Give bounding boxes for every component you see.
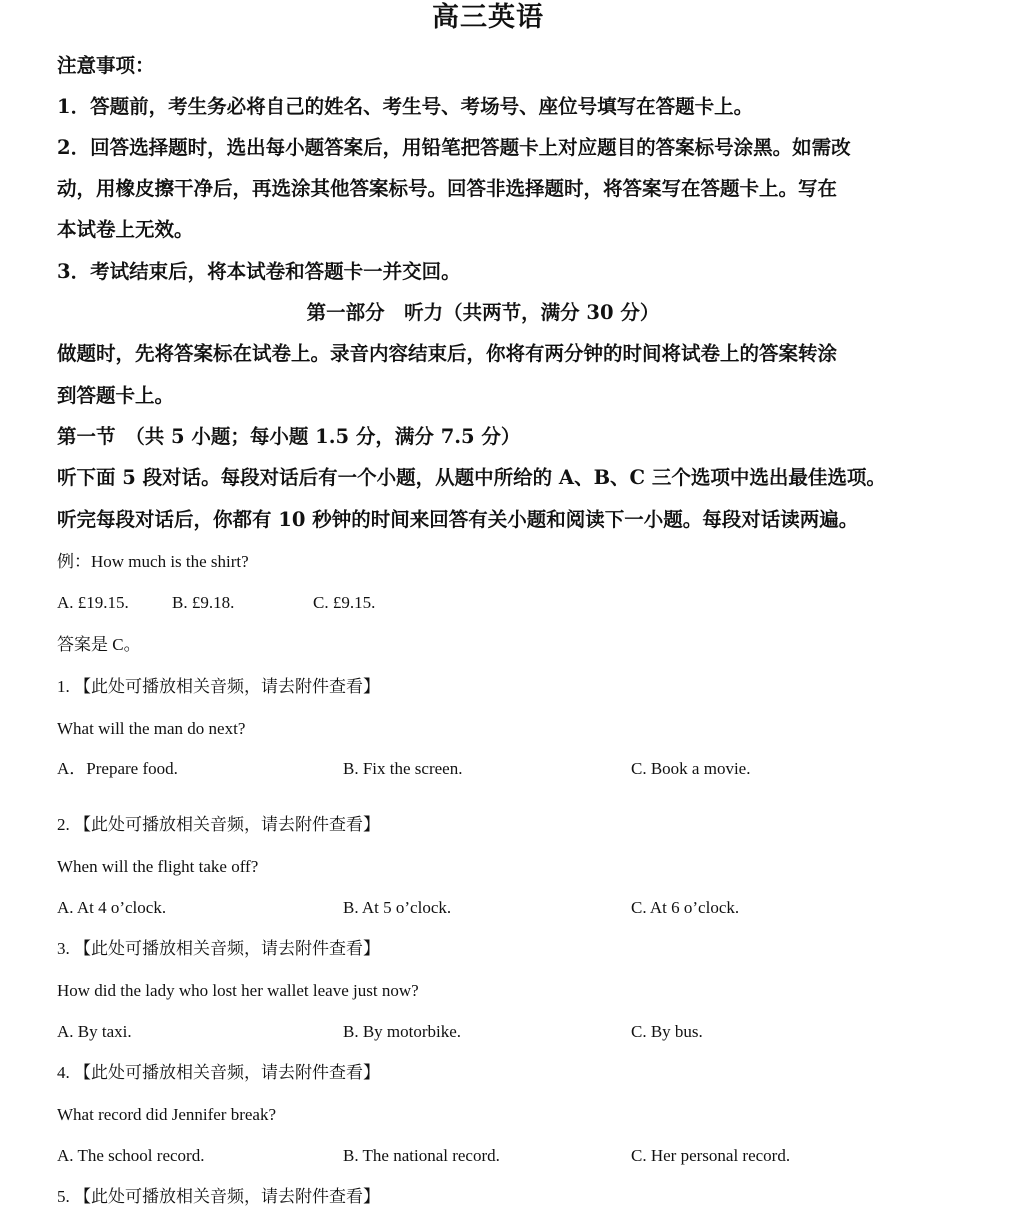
part1-intro-line-2: 到答题卡上。 [57,384,175,407]
question-1-text: What will the man do next? [57,719,246,738]
question-3-audio[interactable]: 3. 【此处可播放相关音频，请去附件查看】 [57,939,380,958]
question-2-text: When will the flight take off? [57,857,259,876]
example-option-c: C. £9.15. [313,593,376,612]
page-title: 高三英语 [432,2,544,33]
question-4-option-a: A. The school record. [57,1146,205,1165]
section1-instructions-line-1: 听下面 5 段对话。每段对话后有一个小题，从题中所给的 A、B、C 三个选项中选出最佳选项。 [57,466,886,489]
question-1-audio[interactable]: 1. 【此处可播放相关音频，请去附件查看】 [57,677,380,696]
part1-intro-line-1: 做题时，先将答案标在试卷上。录音内容结束后，你将有两分钟的时间将试卷上的答案转涂 [57,342,838,365]
question-1-option-b: B. Fix the screen. [343,759,463,778]
question-5-audio[interactable]: 5. 【此处可播放相关音频，请去附件查看】 [57,1187,380,1206]
section1-instructions-line-2: 听完每段对话后，你都有 10 秒钟的时间来回答有关小题和阅读下一小题。每段对话读两遍。 [57,508,859,531]
example-question: 例：How much is the shirt? [57,552,249,571]
question-4-text: What record did Jennifer break? [57,1105,276,1124]
question-2-audio[interactable]: 2. 【此处可播放相关音频，请去附件查看】 [57,815,380,834]
question-2-option-c: C. At 6 o’clock. [631,898,740,917]
notice-item-1: 1．答题前，考生务必将自己的姓名、考生号、考场号、座位号填写在答题卡上。 [57,95,754,118]
question-3-text: How did the lady who lost her wallet leave just now? [57,981,419,1000]
notice-item-2-line-3: 本试卷上无效。 [57,218,194,241]
question-1-option-c: C. Book a movie. [631,759,751,778]
example-answer: 答案是 C。 [57,635,141,654]
notice-item-2-line-1: 2．回答选择题时，选出每小题答案后，用铅笔把答题卡上对应题目的答案标号涂黑。如需改 [57,136,851,159]
question-4-option-c: C. Her personal record. [631,1146,791,1165]
notice-heading: 注意事项： [57,54,155,77]
question-2-option-b: B. At 5 o’clock. [343,898,452,917]
part1-heading: 第一部分 听力（共两节，满分 30 分） [306,301,660,324]
question-3-option-b: B. By motorbike. [343,1022,462,1041]
question-4-option-b: B. The national record. [343,1146,500,1165]
section1-heading: 第一节 （共 5 小题；每小题 1.5 分，满分 7.5 分） [57,425,521,448]
example-option-b: B. £9.18. [172,593,235,612]
example-option-a: A. £19.15. [57,593,129,612]
notice-item-3: 3．考试结束后，将本试卷和答题卡一并交回。 [57,260,461,283]
notice-item-2-line-2: 动，用橡皮擦干净后，再选涂其他答案标号。回答非选择题时，将答案写在答题卡上。写在 [57,177,838,200]
question-1-option-a: A．Prepare food. [57,759,178,778]
question-3-option-a: A. By taxi. [57,1022,132,1041]
question-4-audio[interactable]: 4. 【此处可播放相关音频，请去附件查看】 [57,1063,380,1082]
question-2-option-a: A. At 4 o’clock. [57,898,167,917]
question-3-option-c: C. By bus. [631,1022,703,1041]
